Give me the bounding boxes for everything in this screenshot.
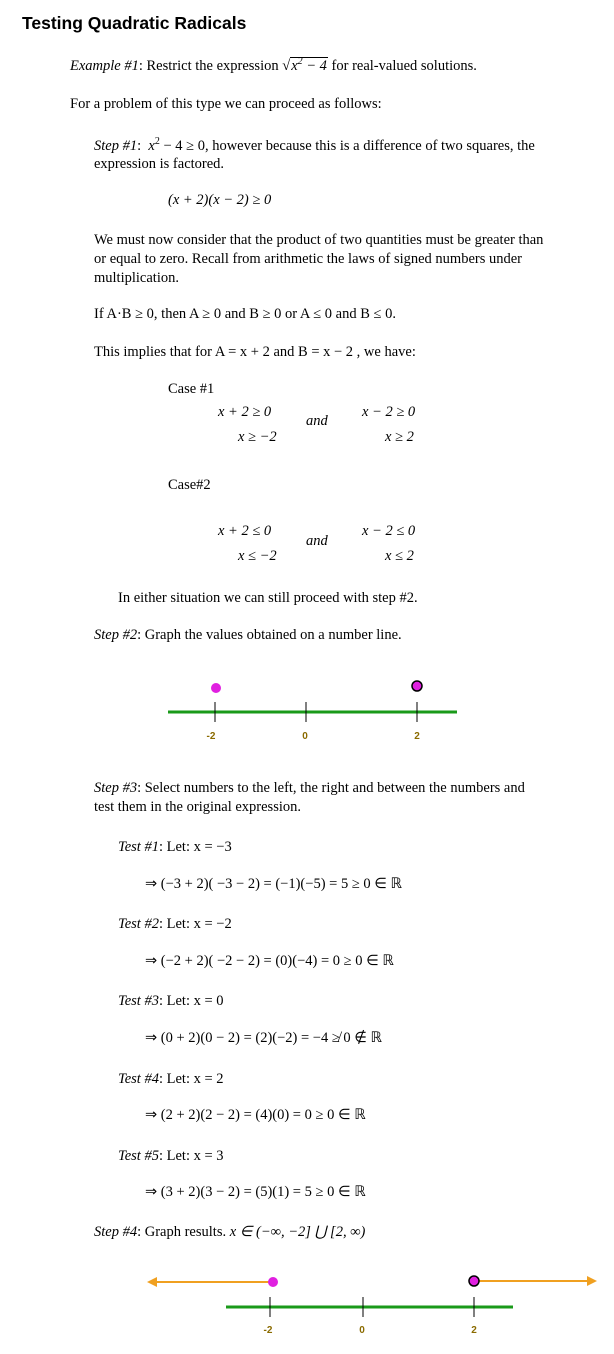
step2-label: Step #2 (94, 627, 138, 643)
test2-result: ⇒ (−2 + 2)( −2 − 2) = (0)(−4) = 0 ≥ 0 ∈ ℝ (145, 953, 394, 969)
case1-right-bottom: x ≥ 2 (385, 429, 414, 445)
step1-label: Step #1 (94, 138, 138, 154)
test5-result: ⇒ (3 + 2)(3 − 2) = (5)(1) = 5 ≥ 0 ∈ ℝ (145, 1184, 366, 1200)
test2-label: Test #2 (118, 916, 159, 932)
test4-value: : Let: x = 2 (158, 1071, 224, 1087)
radicand-rest: − 4 (302, 58, 327, 74)
test3-value: : Let: x = 0 (158, 993, 224, 1009)
case2-right-top: x − 2 ≤ 0 (362, 523, 416, 539)
case1-right-top: x − 2 ≥ 0 (362, 404, 416, 420)
result-tick-label-neg2: -2 (263, 1325, 273, 1336)
test5-value: : Let: x = 3 (158, 1148, 224, 1164)
step3-body: : Select numbers to the left, the right and between the numbers and (137, 780, 525, 796)
test4-label: Test #4 (118, 1071, 159, 1087)
case1-left-top: x + 2 ≥ 0 (218, 404, 272, 420)
consider-line1: We must now consider that the product of two quantities must be greater than (94, 232, 544, 248)
page-title: Testing Quadratic Radicals (22, 13, 247, 33)
either-text: In either situation we can still proceed with step #2. (118, 590, 418, 606)
step4-body: : Graph results. (137, 1224, 230, 1240)
example-pre: : Restrict the expression (138, 58, 283, 74)
step3-label: Step #3 (94, 780, 138, 796)
intro-text: For a problem of this type we can proceed as follows: (70, 96, 382, 112)
left-arrow-icon (147, 1277, 157, 1287)
case2-and: and (306, 533, 328, 549)
step1-ineq-rest: − 4 ≥ 0 (159, 138, 205, 154)
step1-ineq-exp: 2 (154, 136, 160, 147)
consider-line2: or equal to zero. Recall from arithmetic the laws of signed numbers under (94, 251, 523, 267)
result-point-2 (469, 1276, 479, 1286)
test3-label: Test #3 (118, 993, 159, 1009)
case2-left-top: x + 2 ≤ 0 (218, 523, 272, 539)
consider-line3: multiplication. (94, 270, 179, 286)
step1-ineq-base: x (148, 138, 155, 154)
right-arrow-icon (587, 1276, 597, 1286)
test2-value: : Let: x = −2 (158, 916, 232, 932)
step3-line2: test them in the original expression. (94, 799, 301, 815)
test1-label: Test #1 (118, 839, 159, 855)
tick-label-neg2: -2 (206, 731, 216, 742)
example-post: for real-valued solutions. (327, 58, 477, 74)
test1-value: : Let: x = −3 (158, 839, 232, 855)
step1-line1: Step #1: $x^2 - 4 \ge 0$, however because this is a difference of two squares, the (94, 136, 535, 154)
test4-result: ⇒ (2 + 2)(2 − 2) = (4)(0) = 0 ≥ 0 ∈ ℝ (145, 1107, 366, 1123)
step4-label: Step #4 (94, 1224, 138, 1240)
case2-left-bottom: x ≤ −2 (238, 548, 277, 564)
case1-left-bottom: x ≥ −2 (238, 429, 277, 445)
case2-right-bottom: x ≤ 2 (385, 548, 414, 564)
tick-label-2: 2 (414, 731, 420, 742)
case2-label: Case#2 (168, 477, 211, 493)
tick-label-0: 0 (302, 731, 308, 742)
step2-body: : Graph the values obtained on a number line. (137, 627, 402, 643)
result-point-neg2 (269, 1278, 278, 1287)
radical-expression: $√x^2 - 4$ (282, 56, 327, 74)
signed-numbers-rule: If A·B ≥ 0, then A ≥ 0 and B ≥ 0 or A ≤ 0 and B ≤ 0. (94, 306, 396, 322)
test1-result: ⇒ (−3 + 2)( −3 − 2) = (−1)(−5) = 5 ≥ 0 ∈ ℝ (145, 876, 403, 892)
case1-label: Case #1 (168, 381, 215, 397)
implies-text: This implies that for A = x + 2 and B = x − 2 , we have: (94, 344, 416, 360)
result-tick-label-2: 2 (471, 1325, 477, 1336)
example-label: Example #1 (70, 58, 139, 74)
factored-inequality: (x + 2)(x − 2) ≥ 0 (168, 192, 272, 208)
radicand-base: x (291, 58, 298, 74)
case1-and: and (306, 413, 328, 429)
step1-text-a: , however because this is a difference of two squares, the (204, 138, 535, 154)
radicand-exponent: 2 (297, 56, 303, 67)
step4-answer: x ∈ (−∞, −2] ⋃ [2, ∞) (229, 1224, 366, 1240)
result-tick-label-0: 0 (359, 1325, 365, 1336)
test3-result: ⇒ (0 + 2)(0 − 2) = (2)(−2) = −4 ≱ 0 ∉ ℝ (145, 1030, 383, 1046)
step1-line2: expression is factored. (94, 156, 225, 172)
test5-label: Test #5 (118, 1148, 159, 1164)
